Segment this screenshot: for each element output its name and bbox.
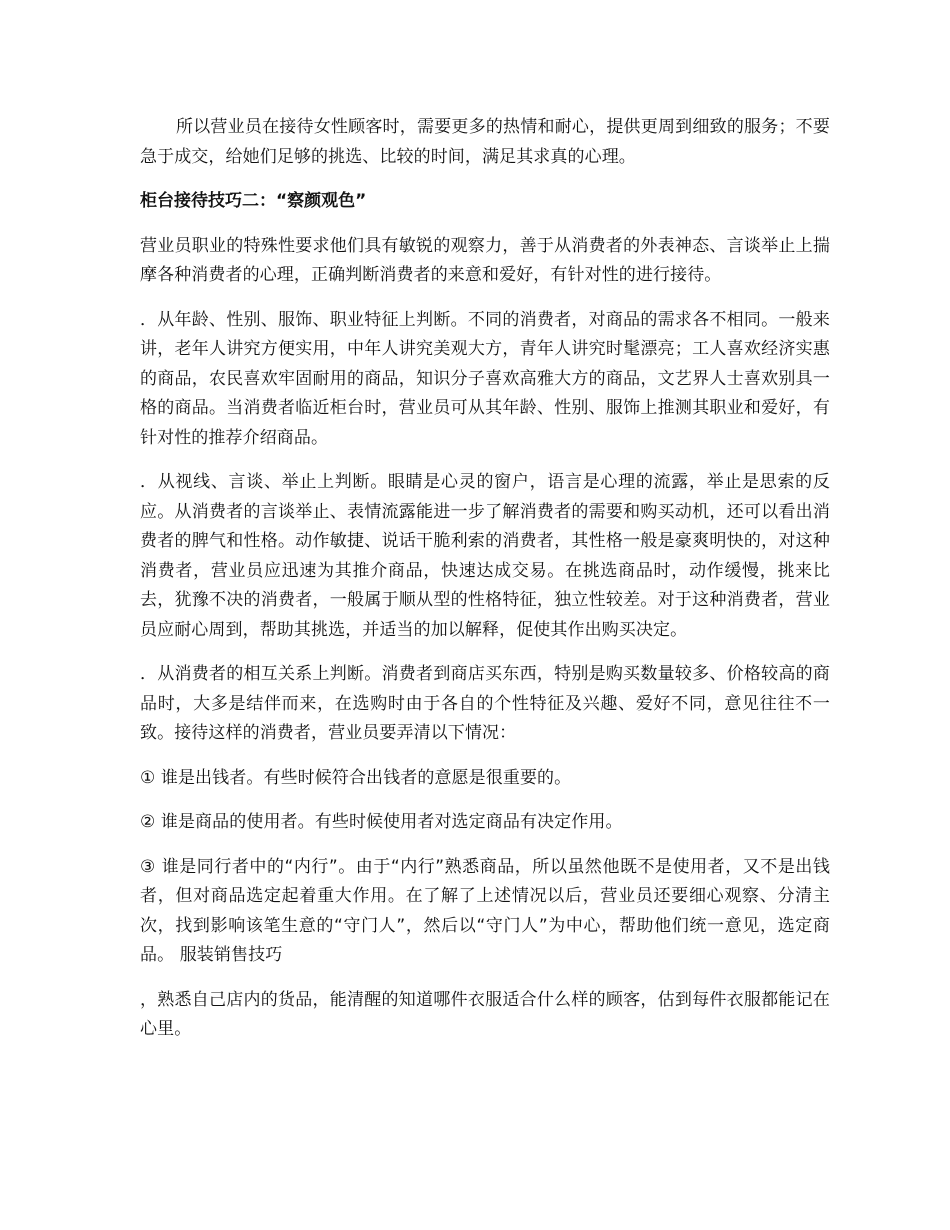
paragraph-gaze-speech: ．从视线、言谈、举止上判断。眼睛是心灵的窗户，语言是心理的流露，举止是思索的反应。从消费者的言谈举止、表情流露能进一步了解消费者的需要和购买动机，还可以看出消费者的脾气和性格。动作敏捷、说话干脆利索的消费者，其性格一般是豪爽明快的，对这种消费者，营业员应迅速为其推介商品，快速达成交易。在挑选商品时，动作缓慢，挑来比去，犹豫不决的消费者，一般属于顺从型的性格特征，独立性较差。对于这种消费者，营业员应耐心周到，帮助其挑选，并适当的加以解释，促使其作出购买决定。 — [140, 472, 830, 640]
list-item-payer: ① 谁是出钱者。有些时候符合出钱者的意愿是很重要的。 — [140, 767, 572, 788]
paragraph-intro: 所以营业员在接待女性顾客时，需要更多的热情和耐心，提供更周到细致的服务；不要急于成交，给她们足够的挑选、比较的时间，满足其求真的心理。 — [140, 117, 830, 167]
list-item-user: ② 谁是商品的使用者。有些时候使用者对选定商品有决定作用。 — [140, 812, 623, 832]
document-page — [140, 113, 830, 1045]
list-item-expert: ③ 谁是同行者中的“内行”。由于“内行”熟悉商品，所以虽然他既不是使用者，又不是出钱者，但对商品选定起着重大作用。在了解了上述情况以后，营业员还要细心观察、分清主次，找到影响该笔生意的“守门人”，然后以“守门人”为中心，帮助他们统一意见，选定商品。 服装销售技巧 — [140, 856, 830, 965]
paragraph-age-gender: ．从年龄、性别、服饰、职业特征上判断。不同的消费者，对商品的需求各不相同。一般来讲，老年人讲究方便实用，中年人讲究美观大方，青年人讲究时髦漂亮；工人喜欢经济实惠的商品，农民喜欢牢固耐用的商品，知识分子喜欢高雅大方的商品，文艺界人士喜欢别具一格的商品。当消费者临近柜台时，营业员可从其年龄、性别、服饰上推测其职业和爱好，有针对性的推荐介绍商品。 — [140, 309, 830, 448]
section-heading: 柜台接待技巧二：“察颜观色” — [140, 191, 367, 211]
paragraph-know-products: ，熟悉自己店内的货品，能清醒的知道哪件衣服适合什么样的顾客，估到每件衣服都能记在心里。 — [140, 989, 830, 1039]
paragraph-observation: 营业员职业的特殊性要求他们具有敏锐的观察力，善于从消费者的外表神态、言谈举止上揣摩各种消费者的心理，正确判断消费者的来意和爱好，有针对性的进行接待。 — [140, 235, 830, 285]
paragraph-relationships: ．从消费者的相互关系上判断。消费者到商店买东西，特别是购买数量较多、价格较高的商品时，大多是结伴而来，在选购时由于各自的个性特征及兴趣、爱好不同，意见往往不一致。接待这样的消费者，营业员要弄清以下情况： — [140, 664, 830, 743]
